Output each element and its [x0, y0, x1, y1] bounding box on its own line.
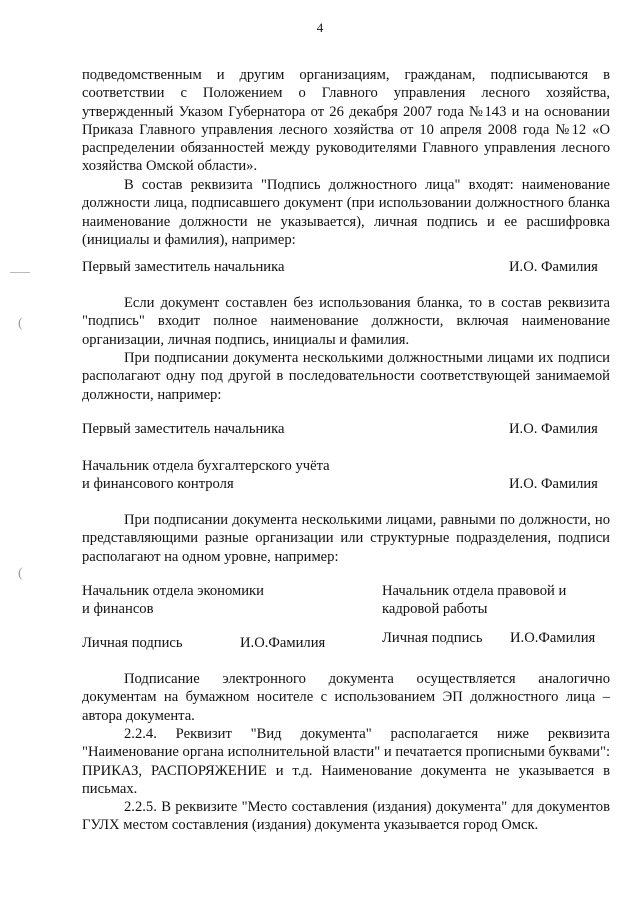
- paragraph-5: При подписании документа несколькими лицами, равными по должности, но представляющими разные организации или структурные подразделения, подписи располагают на одном уровне, например:: [82, 512, 610, 565]
- example4-right-sign: Личная подпись: [382, 630, 483, 646]
- paragraph-3: Если документ составлен без использования бланка, то в состав реквизита "подпись" входит полное наименование должности, включая наименование организации, личная подпись, инициалы и фамилия.: [82, 295, 610, 348]
- example1-position: Первый заместитель начальника: [82, 259, 285, 275]
- paragraph-8: 2.2.5. В реквизите "Место составления (издания) документа" для документов ГУЛХ местом составления (издания) документа указывается город Омск.: [82, 799, 610, 834]
- example2-position: Первый заместитель начальника: [82, 421, 285, 437]
- example1-name: И.О. Фамилия: [509, 259, 598, 275]
- example2-name: И.О. Фамилия: [509, 421, 598, 437]
- example4-left-sign: Личная подпись: [82, 635, 183, 651]
- paragraph-2: В состав реквизита "Подпись должностного лица" входят: наименование должности лица, подписавшего документ (при использовании должностного бланка наименование должности не указывается), личная подпись и ее расшифровка (инициалы и фамилия), например:: [82, 177, 610, 248]
- example4-right-line2: кадровой работы: [382, 601, 488, 617]
- example3-name: И.О. Фамилия: [509, 476, 598, 492]
- paragraph-1: подведомственным и другим организациям, гражданам, подписываются в соответствии с Положением о Главного управления лесного хозяйства, утвержденный Указом Губернатора от 26 декабря 2007 года №143 и на основании Приказа Главного управления лесного хозяйства от 10 апреля 2008 года №12 «О распределении обязанностей между руководителями Главного управления лесного хозяйства Омской области».: [82, 67, 610, 175]
- page-number: 4: [316, 20, 324, 35]
- scan-margin-mark: [10, 272, 30, 273]
- paragraph-7: 2.2.4. Реквизит "Вид документа" располагается ниже реквизита "Наименование органа исполнительной власти" и печатается прописными буквами": ПРИКАЗ, РАСПОРЯЖЕНИЕ и т.д. Наименование документа не указывается в письмах.: [82, 726, 610, 797]
- example4-right-name: И.О.Фамилия: [510, 630, 596, 646]
- scan-hole-mark: (: [18, 566, 23, 581]
- paragraph-6: Подписание электронного документа осуществляется аналогично документам на бумажном носителе с использованием ЭП должностного лица – автора документа.: [82, 671, 610, 724]
- scan-hole-mark: (: [18, 316, 23, 331]
- example4-left-name: И.О.Фамилия: [240, 635, 326, 651]
- example4-right-line1: Начальник отдела правовой и: [382, 583, 567, 599]
- example3-position-line2: и финансового контроля: [82, 476, 234, 492]
- paragraph-4: При подписании документа несколькими должностными лицами их подписи располагают одну под другой в последовательности соответствующей занимаемой должности, например:: [82, 350, 610, 403]
- example4-left-line1: Начальник отдела экономики: [82, 583, 264, 599]
- example3-position-line1: Начальник отдела бухгалтерского учёта: [82, 458, 330, 474]
- example4-left-line2: и финансов: [82, 601, 154, 617]
